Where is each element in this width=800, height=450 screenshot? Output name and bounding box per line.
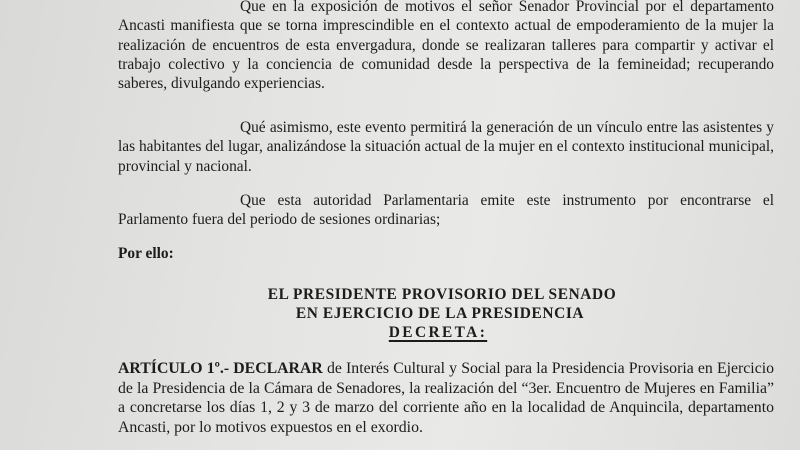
paragraph-exposicion — [118, 0, 774, 93]
heading-presidente: EL PRESIDENTE PROVISORIO DEL SENADO — [267, 286, 617, 303]
paragraph-text: Qué asimismo, este evento permitirá la generación de un vínculo entre las asistentes y las habitantes del lugar, analizándose la situación actual de la mujer en el contexto institucional municipal, provincial y nacional. — [118, 119, 774, 175]
heading-ejercicio: EN EJERCICIO DE LA PRESIDENCIA — [295, 305, 585, 322]
paragraph-autoridad — [118, 191, 774, 230]
paragraph-text: Que esta autoridad Parlamentaria emite este instrumento por encontrarse el Parlamento fuera del periodo de sesiones ordinarias; — [118, 192, 774, 229]
article-label: ARTÍCULO 1º.- DECLARAR — [118, 360, 323, 377]
article-text: de Interés Cultural y Social para la Presidencia Provisoria en Ejercicio de la Presidencia de la Cámara de Senadores, la realización del “3er. Encuentro de Mujeres en Familia” a concretarse los días 1, 2 y 3 de marzo del corriente año en la localidad de Anquincila, departamento Ancasti, por lo motivos expuestos en el exordio. — [118, 360, 774, 436]
por-ello-label: Por ello: — [118, 245, 174, 262]
article-1 — [118, 359, 774, 437]
paragraph-asimismo — [118, 118, 774, 176]
decreta-text: DECRETA: — [388, 324, 488, 341]
paragraph-text: Que en la exposición de motivos el señor Senador Provincial por el departamento Ancasti manifiesta que se torna imprescindible en el contexto actual de empoderamiento de la mujer la realización de encuentros de esta envergadura, donde se realizaran talleres para compartir y activar el trabajo colectivo y la conciencia de comunidad desde la perspectiva de la femineidad; recuperando saberes, divulgando experiencias. — [118, 0, 774, 93]
heading-decreta — [38, 323, 800, 342]
